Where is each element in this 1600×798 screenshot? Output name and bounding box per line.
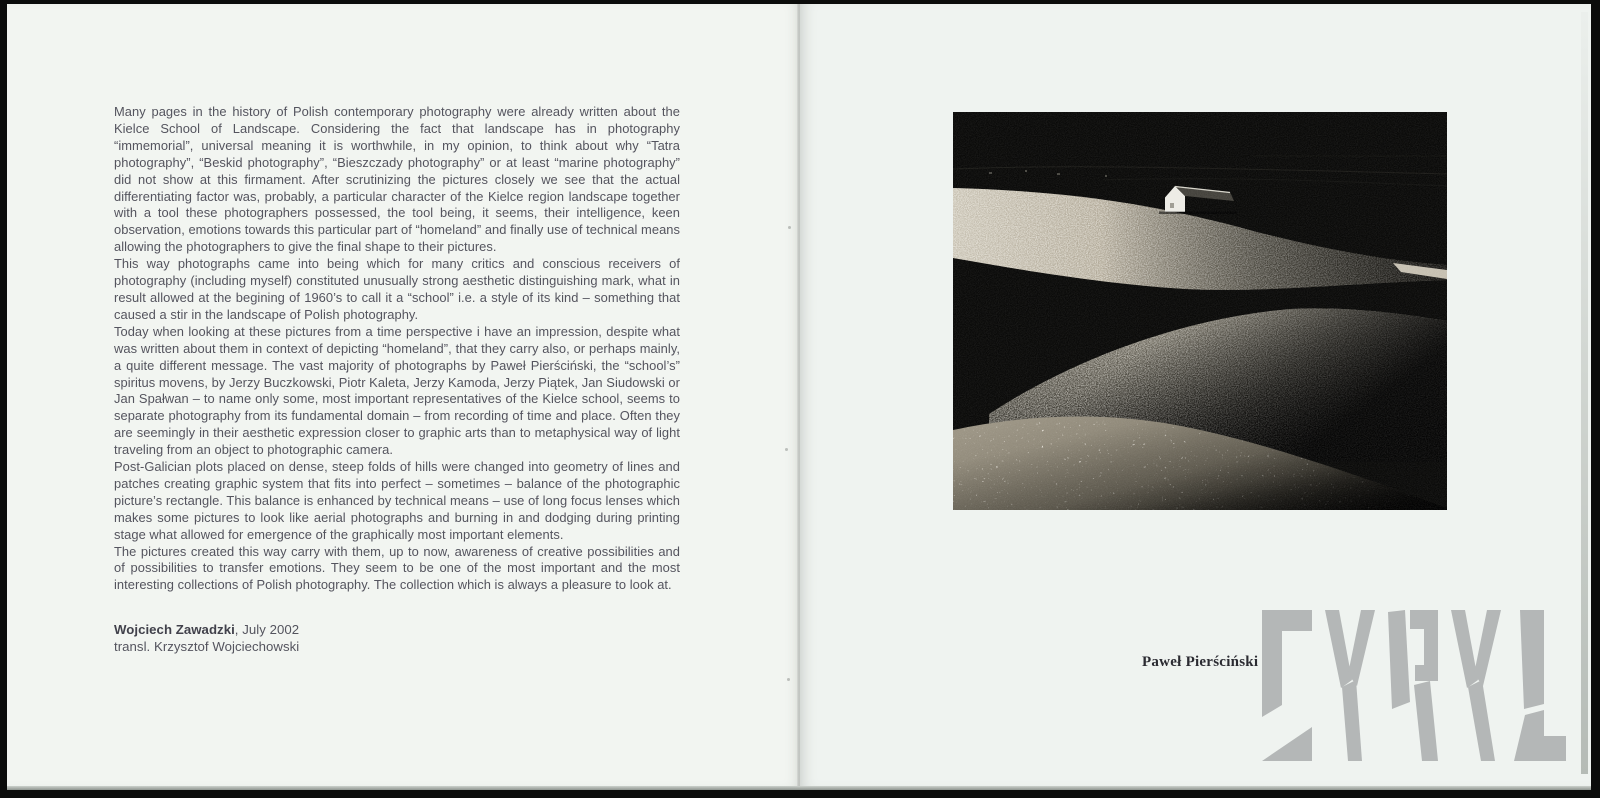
signature-line: [114, 621, 680, 638]
dust-speck: [787, 678, 790, 681]
signature-date: , July 2002: [234, 622, 300, 638]
page-stack-edge: [1581, 12, 1588, 774]
photographer-caption: Paweł Pierściński: [1142, 654, 1259, 670]
translator-credit: transl. Krzysztof Wojciechowski: [114, 639, 300, 655]
cyryl-logo-graphic: [1262, 610, 1566, 763]
essay-paragraph: The pictures created this way carry with them, up to now, awareness of creative possibilities and of possibilities to transfer emotions. They seem to be one of the most important and the most interesting collections of Polish photography. The collection which is always a pleasure to look at.: [114, 543, 680, 593]
landscape-photograph: [953, 112, 1447, 510]
letter-l: [1514, 610, 1566, 761]
essay-text-block: [114, 104, 680, 656]
dust-speck: [785, 448, 788, 451]
essay-paragraph: Post-Galician plots placed on dense, steep folds of hills were changed into geometry of lines and patches creating graphic system that fits into perfect – sometimes – balance of the photographic picture’s rectangle. This balance is enhanced by technical means – use of long focus lenses which makes some pictures to look like aerial photographs and burning in and dodging during printing stage what allowed for emergence of the graphically most important elements.: [114, 459, 680, 542]
letter-r: [1388, 610, 1438, 761]
letter-y2: [1451, 610, 1501, 761]
letter-c: [1262, 610, 1312, 761]
author-name: Wojciech Zawadzki: [114, 622, 235, 638]
essay-paragraph: Today when looking at these pictures from a time perspective i have an impression, despite what was written about them in context of depicting “homeland”, that they carry also, or perhaps mainly, a quite different message. The vast majority of photographs by Paweł Pierściński, the “school’s” spiritus movens, by Jerzy Buczkowski, Piotr Kaleta, Jerzy Kamoda, Jerzy Piątek, Jan Siudowski or Jan Spałwan – to name only some, most important representatives of the Kielce school, seems to separate photography from its fundamental domain – from recording of time and place. Often they are seemingly in their aesthetic expression closer to graphic arts than to metaphysical way of light traveling from an object to photographic camera.: [114, 323, 680, 458]
letter-y: [1325, 610, 1375, 761]
film-grain-overlay: [953, 112, 1447, 510]
left-page: [7, 4, 800, 786]
essay-paragraph: This way photographs came into being which for many critics and conscious receivers of photography (including myself) constituted unusually strong aesthetic distinguishing mark, what in result allowed at the begining of 1960’s to call it a “school” i.e. a style of its kind – something that caused a stir in the landscape of Polish photography.: [114, 256, 680, 322]
essay-paragraph: Many pages in the history of Polish contemporary photography were already written about the Kielce School of Landscape. Considering the fact that landscape has in photography “immemorial”, universal meaning it is worthwhile, in my opinion, to think about why “Tatra photography”, “Beskid photography”, “Bieszczady photography” or at least “marine photography” did not show at this firmament. After scrutinizing the pictures closely we see that the actual differentiating factor was, probably, a particular character of the Kielce region landscape together with a tool these photographers possessed, the tool being, it seems, their intelligence, keen observation, emotions towards this particular part of “homeland” and finally use of technical means allowing the photographers to give the final shape to their pictures.: [114, 104, 680, 255]
cyryl-logo: [1262, 610, 1566, 763]
cyryl-logo-text: [1262, 763, 1263, 764]
right-page: [800, 4, 1591, 786]
landscape-photo-image: [953, 112, 1447, 510]
signature-block: [114, 621, 680, 655]
page-stack-bottom-edge: [7, 786, 1591, 790]
dust-speck: [788, 226, 791, 229]
